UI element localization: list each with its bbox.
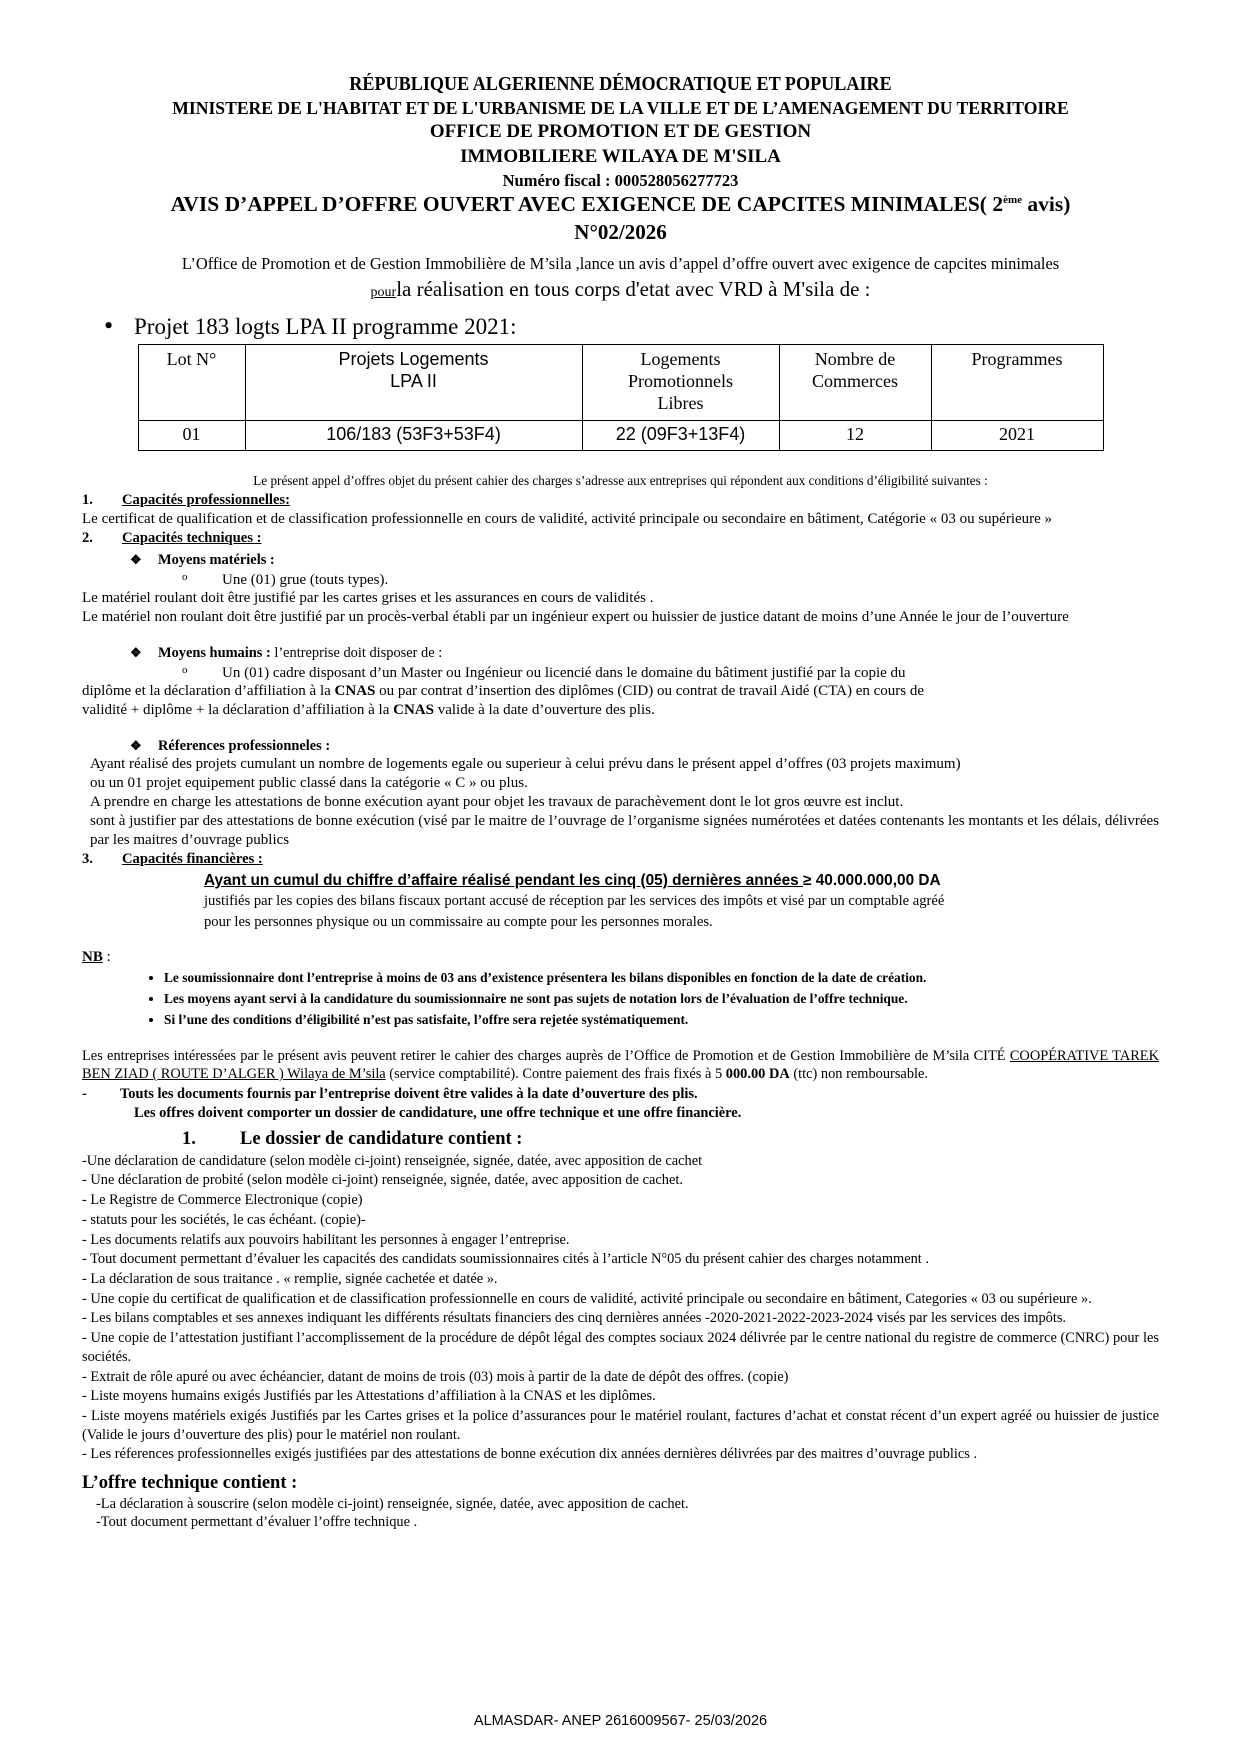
table-header-row (138, 345, 1103, 421)
header-line-immobiliere: IMMOBILIERE WILAYA DE M'SILA (460, 145, 781, 167)
list-item: • Le soumissionnaire dont l’entreprise à moins de 03 ans d’existence présentera les bilans disponibles en fonction de la date de création. (164, 968, 1159, 989)
list-item: • Si l’une des conditions d’éligibilité n’est pas satisfaite, l’offre sera rejetée systématiquement. (164, 1010, 1159, 1031)
section-1-body: Le certificat de qualification et de classification professionnelle en cours de validité, activité principale ou secondaire en bâtiment, Catégorie « 03 ou supérieure » (82, 510, 1053, 527)
notice-title (82, 191, 1159, 219)
section-3-heading (82, 851, 1159, 869)
list-item: - La déclaration de sous traitance . « remplie, signée cachetée et datée ». (82, 1270, 498, 1287)
list-item: - Liste moyens humains exigés Justifiés par les Attestations d’affiliation à la CNAS et les diplômes. (82, 1388, 656, 1405)
list-item: -Une déclaration de candidature (selon modèle ci-joint) renseignée, signée, datée, avec apposition de cachet (82, 1152, 703, 1169)
mh-c-2: valide à la date d’ouverture des plis. (433, 701, 655, 718)
mh-c-1: validité + diplôme + la déclaration d’affiliation à la (82, 701, 394, 718)
th-comm-line1: Nombre de (814, 349, 896, 370)
spacer (82, 720, 1159, 733)
td-commerces: 12 (779, 420, 931, 450)
section-3-title: Capacités financières : (122, 850, 263, 867)
td-projets: 106/183 (53F3+53F4) (245, 420, 582, 450)
dossier-number: 1. (182, 1129, 196, 1150)
th-nombre-commerces (779, 345, 931, 421)
offre-technique-heading: L’offre technique contient : (82, 1473, 298, 1494)
notice-title-suffix: avis) (1022, 192, 1071, 217)
list-item: -La déclaration à souscrire (selon modèle ci-joint) renseignée, signée, datée, avec apposition de cachet. (96, 1495, 689, 1512)
nb-heading (82, 948, 1159, 966)
moyens-materiels-label: ❖ Moyens matériels : (82, 552, 1159, 570)
closing-paragraph (82, 1047, 1159, 1084)
project-bullet: • Projet 183 logts LPA II programme 2021: (82, 313, 1159, 342)
mh-b-2: ou par contrat d’insertion des diplômes (CID) ou contrat de travail Aidé (CTA) en cours de (375, 682, 925, 699)
closing-part-c: (ttc) non remboursable. (789, 1066, 928, 1083)
section-2-number: 2. (82, 529, 93, 546)
section-2-heading (82, 530, 1159, 548)
th-prom-line1: Logements (640, 349, 721, 370)
closing-part-b: (service comptabilité). Contre paiement des frais fixés à 5 (385, 1066, 726, 1083)
closing-part-a: Les entreprises intéressées par le présent avis peuvent retirer le cahier des charges auprès de l’Office de Promotion et de Gestion Immobilière de M’sila CITÉ (82, 1047, 1010, 1064)
moyens-humains-label (82, 645, 1159, 663)
list-item: - Tout document permettant d’évaluer les capacités des candidats soumissionnaires cités à l’article N°05 du présent cahier des charges notamment . (82, 1251, 929, 1268)
lead-paragraph-2 (82, 275, 1159, 303)
dossier-title: Le dossier de candidature contient : (240, 1129, 523, 1150)
cnas-bold-1: CNAS (334, 682, 376, 699)
section-1-title: Capacités professionnelles: (122, 492, 290, 508)
document-footer: ALMASDAR- ANEP 2616009567- 25/03/2026 (473, 1713, 768, 1730)
references-line-4: sont à justifier par des attestations de bonne exécution (visé par le maitre de l’ouvrage de l’organisme signées numérotées et datées contenants les montants et les délais, délivrées par les maitres d’ouvrage publics (90, 813, 1159, 848)
list-item: • Les moyens ayant servi à la candidature du soumissionnaire ne sont pas sujets de notation lors de l’évaluation de l’offre technique. (164, 989, 1159, 1010)
header-line-ministry: MINISTERE DE L'HABITAT ET DE L'URBANISME DE LA VILLE ET DE L’AMENAGEMENT DU TERRITOIRE (172, 98, 1069, 119)
mh-b-1: diplôme et la déclaration d’affiliation à la (82, 682, 335, 699)
lead-realisation: la réalisation en tous corps d'etat avec VRD à M'sila de : (396, 277, 871, 301)
list-item: - Les documents relatifs aux pouvoirs habilitant les personnes à engager l’entreprise. (82, 1231, 570, 1248)
closing-fee: 000.00 DA (725, 1066, 790, 1083)
section-1-number: 1. (82, 492, 93, 508)
list-item: - Liste moyens matériels exigés Justifiés par les Cartes grises et la police d’assurances pour le matériel roulant, factures d’achat et constat récent d’un expert agréé ou huissier de justice (Valide le jours d’ouverture des plis) pour le matériel non roulant. (82, 1408, 1159, 1443)
list-item: - Les bilans comptables et ses annexes indiquant les différents résultats financiers des cinq dernières années -2020-2021-2022-2023-2024 visés par les services des impôts. (82, 1310, 1067, 1327)
moyens-humains-line-b (82, 682, 1159, 701)
section-1-heading (82, 492, 1159, 510)
td-lot: 01 (138, 420, 245, 450)
financial-sub-1: justifiés par les copies des bilans fiscaux portant accusé de réception par les services des impôts et visé par un comptable agréé (204, 893, 945, 910)
moyens-humains-item: o Un (01) cadre disposant d’un Master ou Ingénieur ou licencié dans le domaine du bâtiment justifié par la copie du (82, 664, 1159, 682)
moyens-materiels-item: o Une (01) grue (touts types). (82, 571, 1159, 589)
list-item: - Extrait de rôle apuré ou avec échéancier, datant de moins de trois (03) mois à partir de la date de dépôt des offres. (copie) (82, 1368, 789, 1385)
references-label: ❖ Réferences professionneles : (82, 738, 1159, 756)
references-line-3: A prendre en charge les attestations de bonne exécution ayant pour objet les travaux de parachèvement dont le lot gros œuvre est inclut. (90, 794, 904, 811)
spacer (82, 627, 1159, 640)
references-line-2: ou un 01 projet equipement public classé dans la catégorie « C » ou plus. (90, 775, 528, 792)
th-projets-logements (245, 345, 582, 421)
header-line-office: OFFICE DE PROMOTION ET DE GESTION (429, 121, 812, 143)
th-prom-line3: Libres (657, 393, 704, 413)
th-prom-line2: Promotionnels (627, 371, 733, 392)
moyens-humains-rest: l’entreprise doit disposer de : (270, 645, 443, 662)
header-line-fiscal-number: Numéro fiscal : 000528056277723 (502, 170, 739, 190)
documents-validity-line: - Touts les documents fournis par l’entreprise doivent être valides à la date d’ouverture des plis. (82, 1086, 1159, 1104)
th-projets-line2: LPA II (390, 371, 437, 392)
list-item: - Les réferences professionnelles exigés justifiées par des attestations de bonne exécution dix années dernières délivrées par des maitres d’ouvrage publics . (82, 1446, 978, 1463)
th-lot: Lot N° (138, 345, 245, 421)
nb-list (82, 968, 1159, 1030)
table-row (138, 420, 1103, 450)
materiel-roulant-text: Le matériel roulant doit être justifié par les cartes grises et les assurances en cours de validités . (82, 590, 654, 607)
offers-composition-line: Les offres doivent comporter un dossier de candidature, une offre technique et une offre financière. (134, 1104, 742, 1121)
lead-pour: pour (370, 285, 397, 300)
moyens-humains-line-c (82, 701, 1159, 720)
lead-paragraph: L’Office de Promotion et de Gestion Immobilière de M’sila ,lance un avis d’appel d’offre ouvert avec exigence de capcites minimales (181, 253, 1060, 273)
list-item: - Une déclaration de probité (selon modèle ci-joint) renseignée, signée, datée, avec apposition de cachet. (82, 1172, 683, 1189)
dossier-heading (82, 1128, 1159, 1151)
financial-sub-2: pour les personnes physique ou un commissaire au compte pour les personnes morales. (204, 914, 713, 931)
financial-requirement-amount: ≥ 40.000.000,00 DA (802, 871, 941, 889)
th-logements-promotionnels (582, 345, 779, 421)
financial-requirement-text: Ayant un cumul du chiffre d’affaire réalisé pendant les cinq (05) dernières années (204, 871, 803, 889)
nb-label: NB (82, 948, 103, 965)
th-programmes: Programmes (931, 345, 1103, 421)
nb-colon: : (102, 948, 111, 965)
notice-number: N°02/2026 (574, 219, 667, 244)
td-programmes: 2021 (931, 420, 1103, 450)
materiel-non-roulant-text: Le matériel non roulant doit être justifié par un procès-verbal établi par un ingénieur expert ou huissier de justice datant de moins d’une Année le jour de l’ouverture (82, 609, 1069, 626)
section-2-title: Capacités techniques : (122, 529, 262, 546)
td-promotionnels: 22 (09F3+13F4) (582, 420, 779, 450)
cnas-bold-2: CNAS (393, 701, 434, 718)
moyens-humains-title: Moyens humains : (158, 645, 271, 662)
financial-requirement (82, 872, 1159, 891)
list-item: - Une copie de l’attestation justifiant l’accomplissement de la procédure de dépôt légal des comptes sociaux 2024 délivrée par le centre national du registre de commerce (CNRC) pour les sociétés. (82, 1330, 1159, 1365)
list-item: -Tout document permettant d’évaluer l’offre technique . (96, 1514, 418, 1531)
references-line-1: Ayant réalisé des projets cumulant un nombre de logements egale ou superieur à celui prévu dans le présent appel d’offres (03 projets maximum) (90, 756, 961, 773)
list-item: - Une copie du certificat de qualification et de classification professionnelle en cours de validité, activité principale ou secondaire en bâtiment, Categories « 03 ou supérieure ». (82, 1290, 1092, 1307)
closing-address: COOPÉRATIVE TAREK BEN ZIAD ( ROUTE D’ALGER ) Wilaya de M’sila (82, 1047, 1159, 1083)
header-line-republic: RÉPUBLIQUE ALGERIENNE DÉMOCRATIQUE ET POPULAIRE (349, 74, 892, 95)
intro-paragraph: Le présent appel d’offres objet du présent cahier des charges s’adresse aux entreprises qui répondent aux conditions d’éligibilité suivantes : (253, 472, 988, 488)
section-3-number: 3. (82, 850, 93, 867)
notice-title-ordinal: ème (1003, 193, 1023, 206)
document-header (82, 72, 1159, 191)
lots-table (138, 344, 1104, 451)
th-comm-line2: Commerces (812, 371, 898, 392)
th-projets-line1: Projets Logements (338, 349, 489, 370)
notice-title-main: AVIS D’APPEL D’OFFRE OUVERT AVEC EXIGENCE DE CAPCITES MINIMALES( 2 (170, 192, 1004, 217)
list-item: - Le Registre de Commerce Electronique (copie) (82, 1192, 363, 1209)
list-item: - statuts pour les sociétés, le cas échéant. (copie)- (82, 1211, 366, 1228)
